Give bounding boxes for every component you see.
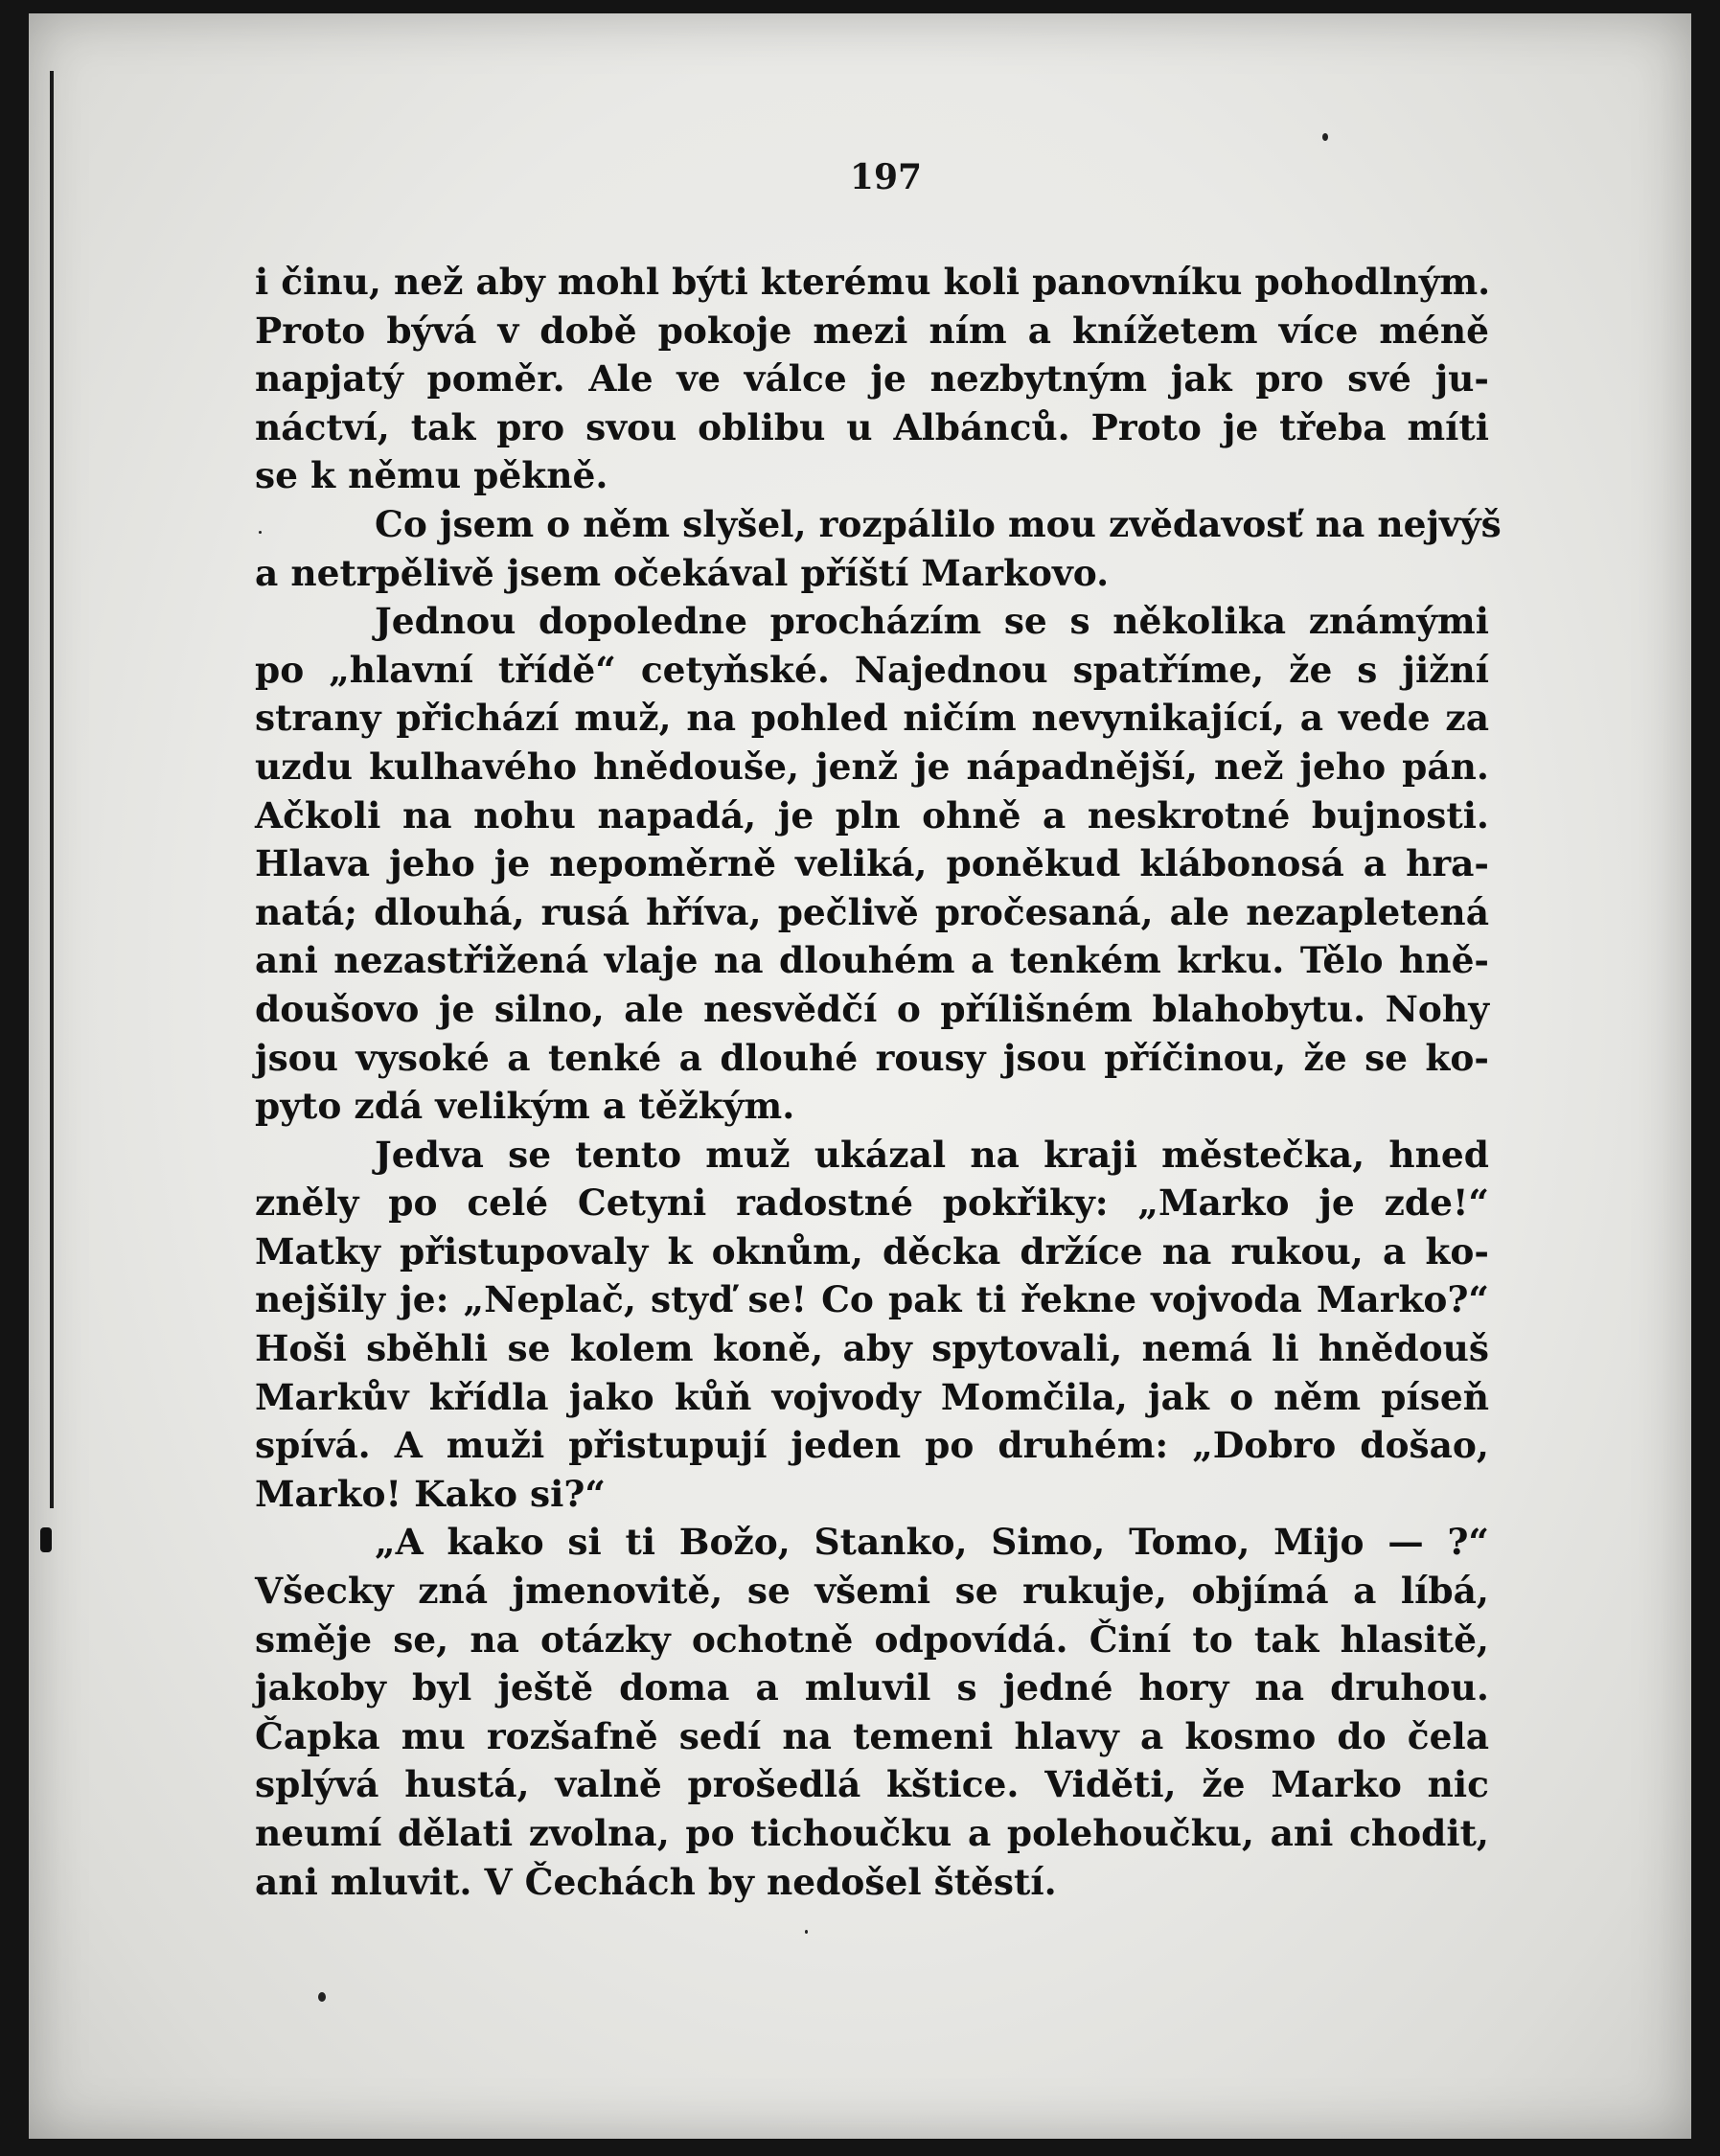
text-line: „A kako si ti Božo, Stanko, Simo, Tomo, Mijo — ?“ [375,1521,1489,1564]
text-line: Ačkoli na nohu napadá, je pln ohně a neskrotné bujnosti. [255,793,1489,837]
text-line: i činu, než aby mohl býti kterému koli panovníku pohodlným. [255,261,1491,303]
text-line: Marko! Kako si?“ [255,1472,606,1515]
ink-speck [318,1992,326,2002]
page-edge-shadow [50,71,54,1508]
binding-mark [40,1527,52,1552]
text-line: se k němu pěkně. [255,454,608,497]
text-line: Matky přistupovaly k oknům, děcka držíce na rukou, a ko- [255,1229,1489,1273]
text-line: spívá. A muži přistupují jeden po druhém: „Dobro došao, [255,1424,1489,1467]
text-line: Markův křídla jako kůň vojvody Momčila, jak o něm píseň [255,1375,1489,1418]
ink-speck [1322,133,1328,141]
text-line: po „hlavní třídě“ cetyňské. Najednou spatříme, že s jižní [255,648,1489,691]
text-line: Jedva se tento muž ukázal na kraji městečka, hned [375,1133,1489,1176]
text-line: jakoby byl ještě doma a mluvil s jedné hory na druhou. [255,1666,1489,1709]
text-line: Čapka mu rozšafně sedí na temeni hlavy a kosmo do čela [255,1714,1489,1757]
text-line: a netrpělivě jsem očekával příští Markovo. [255,551,1110,594]
text-line: Jednou dopoledne procházím se s několika známými [375,600,1489,643]
text-line: ani mluvit. V Čechách by nedošel štěstí. [255,1860,1057,1903]
text-line: neumí dělati zvolna, po tichoučku a polehoučku, ani chodit, [255,1812,1489,1854]
text-line: uzdu kulhavého hnědouše, jenž je nápadnější, než jeho pán. [255,745,1489,788]
text-line: Všecky zná jmenovitě, se všemi se rukuje, objímá a líbá, [255,1570,1489,1613]
text-line: Hoši sběhli se kolem koně, aby spytovali, nemá li hnědouš [255,1327,1489,1370]
body-text [255,258,1502,1906]
text-line: Co jsem o něm slyšel, rozpálilo mou zvědavosť na nejvýš [375,502,1502,545]
text-line: napjatý poměr. Ale ve válce je nezbytným jak pro své ju- [255,357,1489,401]
text-line: směje se, na otázky ochotně odpovídá. Činí to tak hlasitě, [255,1617,1489,1661]
text-line: náctví, tak pro svou oblibu u Albánců. Proto je třeba míti [255,405,1489,448]
ink-speck [805,1930,808,1934]
text-line: nejšily je: „Neplač, styď se! Co pak ti řekne vojvoda Marko?“ [255,1278,1489,1321]
text-line: natá; dlouhá, rusá hříva, pečlivě pročesaná, ale nezapletená [255,890,1489,933]
page-number: 197 [849,157,923,197]
book-page [29,13,1691,2139]
text-line: zněly po celé Cetyni radostné pokřiky: „Marko je zde!“ [255,1181,1489,1225]
text-line: Proto bývá v době pokoje mezi ním a knížetem více méně [255,309,1489,352]
text-line: ani nezastřižená vlaje na dlouhém a tenkém krku. Tělo hně- [255,939,1489,982]
text-line: pyto zdá velikým a těžkým. [255,1085,795,1128]
text-line: doušovo je silno, ale nesvědčí o přílišném blahobytu. Nohy [255,987,1489,1030]
text-line: jsou vysoké a tenké a dlouhé rousy jsou příčinou, že se ko- [255,1036,1489,1079]
text-line: Hlava jeho je nepoměrně veliká, poněkud klábonosá a hra- [255,842,1489,885]
text-line: splývá hustá, valně prošedlá kštice. Viděti, že Marko nic [255,1763,1489,1806]
text-line: strany přichází muž, na pohled ničím nevynikající, a vede za [255,697,1489,740]
